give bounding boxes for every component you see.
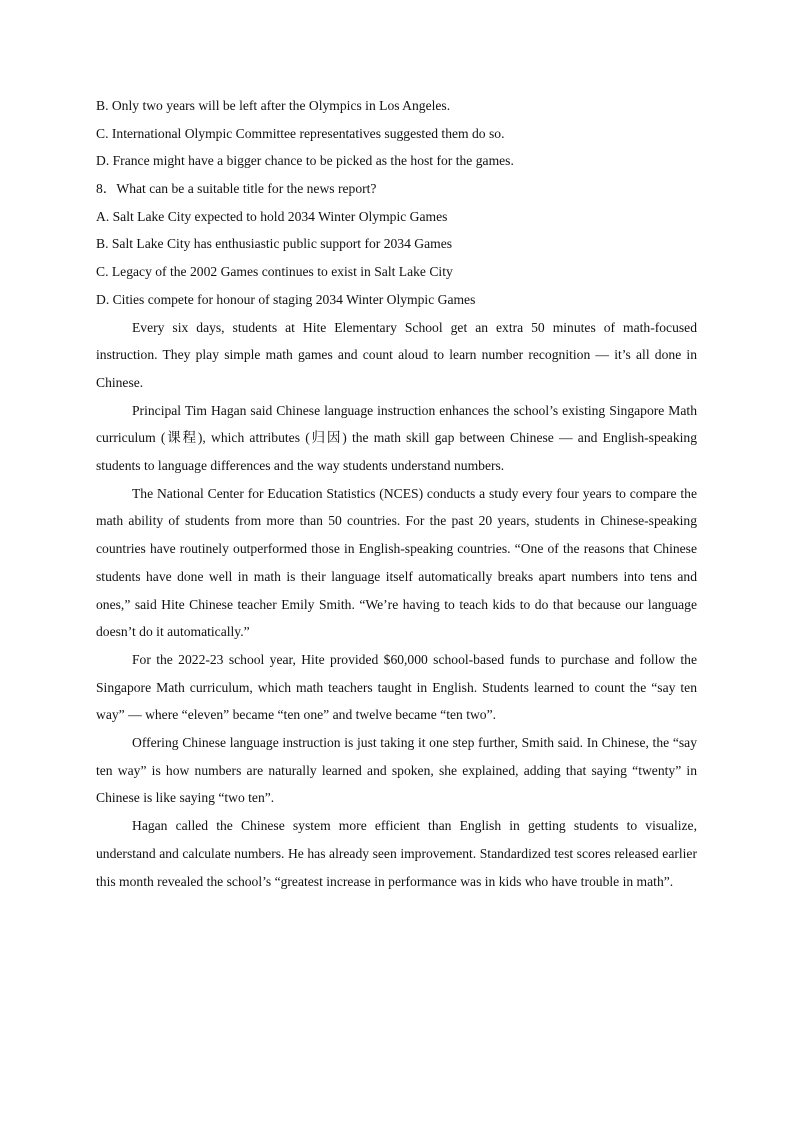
q8-option-c: C. Legacy of the 2002 Games continues to exist in Salt Lake City xyxy=(96,264,453,280)
q8-option-d: D. Cities compete for honour of staging 2034 Winter Olympic Games xyxy=(96,291,476,307)
passage-paragraph-2: Principal Tim Hagan said Chinese language instruction enhances the school’s existing Singapore Math curriculum (课程), which attributes (归因) the math skill gap between Chinese — and English-speaking students to language differences and the way students understand numbers. xyxy=(96,402,697,474)
question-8-stem: 8．What can be a suitable title for the news report? xyxy=(96,181,377,197)
q7-option-b: B. Only two years will be left after the Olympics in Los Angeles. xyxy=(96,98,451,113)
q7-option-c: C. International Olympic Committee representatives suggested them do so. xyxy=(96,125,505,141)
document-page xyxy=(96,92,697,895)
q7-option-d: D. France might have a bigger chance to be picked as the host for the games. xyxy=(96,153,514,169)
passage-paragraph-4: For the 2022-23 school year, Hite provided $60,000 school-based funds to purchase and follow the Singapore Math curriculum, which math teachers taught in English. Students learned to count the “say ten way” — where “eleven” became “ten one” and twelve became “ten two”. xyxy=(96,651,697,723)
passage-paragraph-6: Hagan called the Chinese system more efficient than English in getting students to visualize, understand and calculate numbers. He has already seen improvement. Standardized test scores released earlier this month revealed the school’s “greatest increase in performance was in kids who have trouble in math”. xyxy=(96,818,697,889)
q8-option-a: A. Salt Lake City expected to hold 2034 Winter Olympic Games xyxy=(96,208,448,224)
passage-paragraph-1: Every six days, students at Hite Elementary School get an extra 50 minutes of math-focused instruction. They play simple math games and count aloud to learn number recognition — it’s all done in Chinese. xyxy=(96,319,697,390)
passage-paragraph-5: Offering Chinese language instruction is just taking it one step further, Smith said. In Chinese, the “say ten way” is how numbers are naturally learned and spoken, she explained, adding that saying “twenty” in Chinese is like saying “two ten”. xyxy=(96,735,697,806)
q8-option-b: B. Salt Lake City has enthusiastic public support for 2034 Games xyxy=(96,236,453,252)
passage-paragraph-3: The National Center for Education Statistics (NCES) conducts a study every four years to compare the math ability of students from more than 50 countries. For the past 20 years, students in Chinese-speaking countries have routinely outperformed those in English-speaking countries. “One of the reasons that Chinese students have done well in math is their language itself automatically breaks apart numbers into tens and ones,” said Hite Chinese teacher Emily Smith. “We’re having to teach kids to do that because our language doesn’t do it automatically.” xyxy=(96,485,697,640)
